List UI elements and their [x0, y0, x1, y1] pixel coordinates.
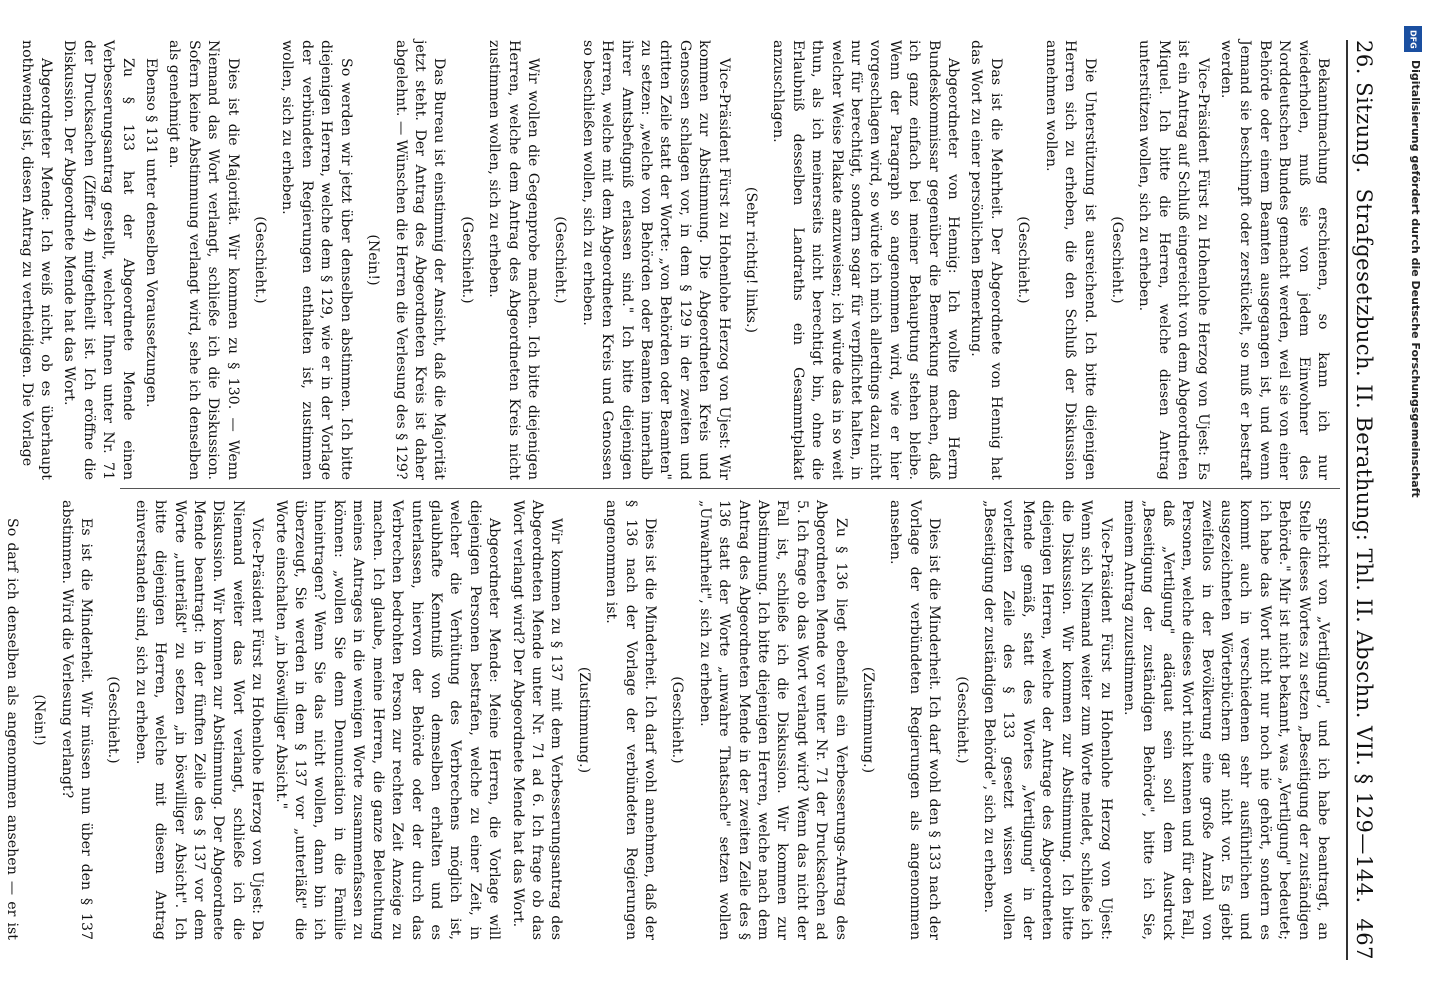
- left-column-paragraph: Ebenso § 131 unter denselben Voraussetzungen.: [143, 58, 160, 408]
- left-column-paragraph: (Geschieht.): [458, 216, 475, 304]
- right-column: [3, 500, 1332, 940]
- right-column-paragraph: (Geschieht.): [669, 676, 686, 764]
- right-column-paragraph: So darf ich denselben als angenommen ansehen — er ist: [3, 518, 20, 940]
- running-title: Strafgesetzbuch. II. Berathung: Thl. II. Abschn. VII. § 129—144.: [1352, 188, 1376, 904]
- right-column-paragraph: spricht von „Vertilgung", und ich habe beantragt, an Stelle dieses Wortes zu setzen „Beseitigung der zuständigen Behörde." Mir ist nicht bekannt, was „Vertilgung" bedeutet; ich habe das Wort nicht nur noch nie gehört, sondern es kommt auch in verschiedenen sehr ausführlichen und ausgezeichneten Wörterbüchern gar nicht vor. Es giebt zweifellos in der Bevölkerung eine große Anzahl von Personen, welche dieses Wort nicht kennen und für den Fall, daß „Vertilgung" adäquat sein soll dem Ausdruck „Beseitigung der zuständigen Behörde", bitte ich Sie, meinem Antrag zuzustimmen.: [1120, 500, 1331, 940]
- left-column-paragraph: Abgeordneter Mende: Ich weiß nicht, ob es überhaupt nothwendig ist, diesen Antrag zu vertheidigen. Die Vorlage: [18, 40, 55, 480]
- left-column-paragraph: (Geschieht.): [252, 216, 269, 304]
- left-column: [18, 40, 1332, 480]
- left-column-paragraph: Bekanntmachung erschienen, so kann ich nur wiederholen, muß sie von jedem Einwohner des Norddeutschen Bundes gemacht werden, weil sie von einer Behörde oder einem Beamten ausgegangen ist, und wenn Jemand sie beschimpft oder zerstückelt, so muß er bestraft werden.: [1217, 40, 1331, 480]
- left-column-paragraph: (Sehr richtig! links.): [743, 186, 760, 334]
- left-column-paragraph: Das ist die Mehrheit. Der Abgeordnete von Hennig hat das Wort zu einer persönlichen Bemerkung.: [968, 40, 1004, 480]
- right-column-paragraph: Zu § 136 liegt ebenfalls ein Verbesserungs-Antrag des Abgeordneten Mende vor unter Nr. 71 der Drucksachen ad 5. Ich frage ob das Wort verlangt wird? Wenn das nicht der Fall ist, schließe ich die Diskussion. Wir kommen zur Abstimmung. Ich bitte diejenigen Herren, welche nach dem Antrag des Abgeordneten Mende in der zweiten Zeile des § 136 statt der Worte „unwahre Thatsache" setzen wollen „Unwahrheit", sich zu erheben.: [696, 500, 849, 940]
- right-column-paragraph: Vice-Präsident Fürst zu Hohenlohe Herzog von Ujest: Da Niemand weiter das Wort verlangt, schließe ich die Diskussion. Wir kommen zur Abstimmung. Der Abgeordnete Mende beantragt: in der fünften Zeile des § 137 vor dem Worte „unterläßt" zu setzen „in böswilliger Absicht". Ich bitte diejenigen Herren, welche mit diesem Antrag einverstanden sind, sich zu erheben.: [132, 500, 266, 940]
- digitization-credit: Digitalisierung gefördert durch die Deutsche Forschungsgemeinschaft: [1409, 60, 1422, 498]
- right-column-paragraph: Es ist die Minderheit. Wir müssen nun über den § 137 abstimmen. Wird die Verlesung verlangt?: [58, 500, 95, 940]
- right-column-paragraph: (Zustimmung.): [575, 666, 592, 774]
- left-column-paragraph: Dies ist die Majorität. Wir kommen zu § 130. — Wenn Niemand das Wort verlangt, schließe ich die Diskussion. Sofern keine Abstimmung verlangt wird, sehe ich denselben als genehmigt an.: [166, 40, 241, 480]
- left-column-paragraph: Vice-Präsident Fürst zu Hohenlohe Herzog von Ujest: Wir kommen zur Abstimmung. Die Abgeordneten Kreis und Genossen schlagen vor, in dem § 129 in der zweiten und dritten Zeile statt der Worte: „von Behörden oder Beamten" zu setzen: „welche von Behörden oder Beamten innerhalb ihrer Amtsbefugniß erlassen sind." Ich bitte diejenigen Herren, welche mit dem Abgeordneten Kreis und Genossen so beschließen wollen, sich zu erheben.: [579, 40, 732, 480]
- right-column-paragraph: Vice-Präsident Fürst zu Hohenlohe Herzog von Ujest: Wenn sich Niemand weiter zum Worte meldet, schließe ich die Diskussion. Wir kommen zur Abstimmung. Ich bitte diejenigen Herren, welche der Antrage des Abgeordneten Mende gemäß, statt des Wortes „Vertilgung" in der vorletzten Zeile des § 133 gesetzt wissen wollen „Beseitigung der zuständigen Behörde", sich zu erheben.: [981, 500, 1114, 940]
- right-column-paragraph: (Geschieht.): [953, 676, 970, 764]
- right-column-paragraph: Wir kommen zu § 137 mit dem Verbesserungsantrag des Abgeordneten Mende unter Nr. 71 ad 6. Ich frage ob das Wort verlangt wird? Der Abgeordnete Mende hat das Wort.: [509, 500, 565, 940]
- left-column-paragraph: (Geschieht.): [1108, 216, 1125, 304]
- right-column-paragraph: (Nein!): [31, 694, 48, 746]
- right-column-paragraph: Dies ist die Minderheit. Ich darf wohl annehmen, daß der § 136 nach der Vorlage der verbündeten Regierungen angenommen ist.: [603, 500, 658, 940]
- left-column-paragraph: Das Bureau ist einstimmig der Ansicht, daß die Majorität jetzt steht. Der Antrag des Abgeordneten Kreis ist daher abgelehnt. — Wünschen die Herren die Verlesung des § 129?: [392, 40, 448, 480]
- left-column-paragraph: Abgeordneter von Hennig: Ich wollte dem Herrn Bundeskommissar gegenüber die Bemerkung machen, daß ich ganz einfach bei meiner Behauptung stehen bleibe. Wenn der Paragraph so angenommen wird, wie er hier vorgeschlagen wird, so würde ich mich allerdings dazu nicht nur für berechtigt, sondern sogar für verpflichtet halten, in welcher Weise Plakate anzuweisen; ich würde das in so weit thun, als ich meinerseits nicht berechtigt bin, ohne die Erlaubniß desselben Landraths ein Gesammtplakat anzuschlagen.: [770, 40, 962, 480]
- right-column-paragraph: (Geschieht.): [105, 676, 122, 764]
- page-number: 467: [1352, 918, 1376, 960]
- right-column-paragraph: Dies ist die Minderheit. Ich darf wohl den § 133 nach der Vorlage der verbündeten Regierungen als angenommen ansehen.: [887, 500, 943, 940]
- left-column-paragraph: Vice-Präsident Fürst zu Hohenlohe Herzog von Ujest: Es ist ein Antrag auf Schluß eingereicht von dem Abgeordneten Miquel. Ich bitte die Herren, welche diesen Antrag unterstützen wollen, sich zu erheben.: [1136, 40, 1211, 480]
- left-column-paragraph: Wir wollen die Gegenprobe machen. Ich bitte diejenigen Herren, welche dem Antrag des Abgeordneten Kreis nicht zustimmen wollen, sich zu erheben.: [486, 40, 541, 480]
- column-divider: [120, 488, 1340, 489]
- dfg-logo: DFG: [1404, 26, 1422, 52]
- left-column-paragraph: So werden wir jetzt über denselben abstimmen. Ich bitte diejenigen Herren, welche dem § 129, wie er in der Vorlage der verbündeten Regierungen enthalten ist, zustimmen wollen, sich zu erheben.: [279, 40, 354, 480]
- right-column-paragraph: Abgeordneter Mende: Meine Herren, die Vorlage will diejenigen Personen bestrafen, welche zu einer Zeit, in welcher die Verhütung des Verbrechens möglich ist, glaubhafte Kenntniß von demselben erhalten und es unterlassen, hiervon der Behörde oder der durch das Verbrechen bedrohten Person zur rechten Zeit Anzeige zu machen. Ich glaube, meine Herren, die ganze Beleuchtung meines Antrages in die wenigen Worte zusammenfassen zu können: „wollen Sie denn Denunciation in die Familie hineintragen? Wenn Sie das nicht wollen, dann bin ich überzeugt, Sie werden in dem § 137 vor „unterläßt" die Worte einschalten „in böswilliger Absicht.": [272, 500, 503, 940]
- digitization-note: [1398, 20, 1426, 980]
- session-label: 26. Sitzung.: [1352, 40, 1376, 174]
- document-page: [3, 0, 1420, 1000]
- left-column-paragraph: Die Unterstützung ist ausreichend. Ich bitte diejenigen Herren sich zu erheben, die den Schluß der Diskussion annehmen wollen.: [1042, 40, 1098, 480]
- left-column-paragraph: (Geschieht.): [552, 216, 569, 304]
- left-column-paragraph: Zu § 133 hat der Abgeordnete Mende einen Verbesserungsantrag gestellt, welcher Ihnen unter Nr. 71 der Drucksachen (Ziffer 4) mitgetheilt ist. Ich eröffne die Diskussion. Der Abgeordnete Mende hat das Wort.: [61, 40, 136, 480]
- right-column-paragraph: (Zustimmung.): [860, 666, 877, 774]
- page-header: [1346, 40, 1380, 960]
- left-column-paragraph: (Nein!): [365, 234, 382, 286]
- left-column-paragraph: (Geschieht.): [1015, 216, 1032, 304]
